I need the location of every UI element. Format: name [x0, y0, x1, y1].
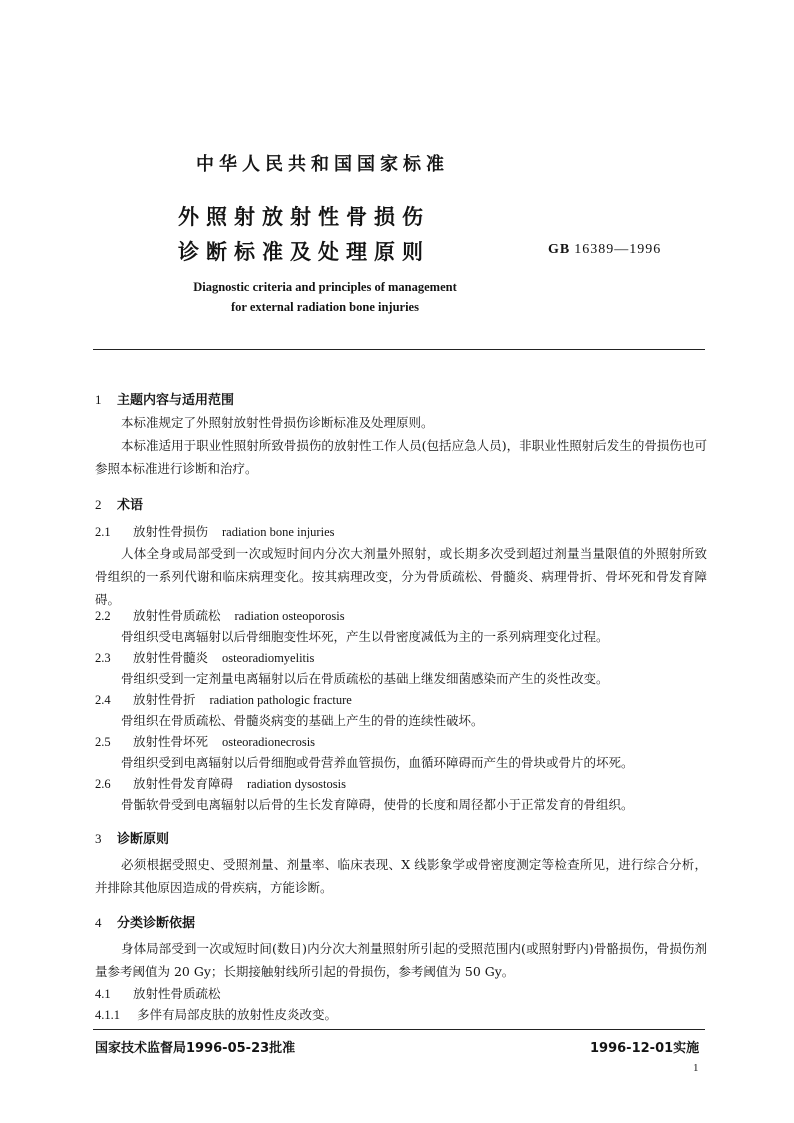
national-standard-heading: 中华人民共和国国家标准 — [196, 154, 449, 175]
section-3-heading: 3 诊断原则 — [95, 831, 170, 847]
term-2-4: 2.4 放射性骨折 radiation pathologic fracture — [95, 692, 352, 707]
term-2-1-definition: 人体全身或局部受到一次或短时间内分次大剂量外照射，或长期多次受到超过剂量当量限值的外照射所致骨组织的一系列代谢和临床病理变化。按其病理改变，分为骨质疏松、骨髓炎、病理骨折、骨坏死和骨发育障碍。 — [95, 546, 707, 607]
section-2-heading: 2 术语 — [95, 497, 144, 513]
term-2-1: 2.1 放射性骨损伤 radiation bone injuries — [95, 524, 335, 539]
standard-code — [548, 242, 661, 258]
section-1-paragraph-2: 本标准适用于职业性照射所致骨损伤的放射性工作人员(包括应急人员)，非职业性照射后发生的骨损伤也可参照本标准进行诊断和治疗。 — [95, 438, 707, 476]
term-2-5-definition: 骨组织受到电离辐射以后骨细胞或骨营养血管损伤，血循环障碍而产生的骨块或骨片的坏死。 — [121, 755, 634, 770]
term-2-4-definition: 骨组织在骨质疏松、骨髓炎病变的基础上产生的骨的连续性破坏。 — [121, 713, 484, 728]
footer-divider — [93, 1029, 705, 1030]
term-2-3-definition: 骨组织受到一定剂量电离辐射以后在骨质疏松的基础上继发细菌感染而产生的炎性改变。 — [121, 671, 609, 686]
document-title-line-2: 诊断标准及处理原则 — [178, 240, 430, 264]
english-title-line-2: for external radiation bone injuries — [231, 300, 419, 314]
standard-prefix: GB — [548, 242, 571, 257]
term-2-6-definition: 骨骺软骨受到电离辐射以后骨的生长发育障碍，使骨的长度和周径都小于正常发育的骨组织。 — [121, 797, 634, 812]
term-2-3: 2.3 放射性骨髓炎 osteoradiomyelitis — [95, 650, 315, 665]
section-1-heading: 1 主题内容与适用范围 — [95, 392, 235, 408]
english-title-line-1: Diagnostic criteria and principles of management — [193, 280, 457, 294]
header-divider — [93, 349, 705, 350]
section-4-heading: 4 分类诊断依据 — [95, 915, 196, 931]
term-2-2-definition: 骨组织受电离辐射以后骨细胞变性坏死，产生以骨密度减低为主的一系列病理变化过程。 — [121, 629, 609, 644]
subsection-4-1-1: 4.1.1 多伴有局部皮肤的放射性皮炎改变。 — [95, 1007, 338, 1022]
document-title-line-1: 外照射放射性骨损伤 — [178, 205, 430, 229]
section-4-paragraph-1: 身体局部受到一次或短时间(数日)内分次大剂量照射所引起的受照范围内(或照射野内)骨骼损伤，骨损伤剂量参考阈值为 20 Gy；长期接触射线所引起的骨损伤，参考阈值为 50 Gy。 — [95, 941, 707, 979]
standard-number: 16389—1996 — [574, 242, 662, 257]
term-2-2: 2.2 放射性骨质疏松 radiation osteoporosis — [95, 608, 345, 623]
page-number: 1 — [693, 1062, 699, 1074]
issue-date: 国家技术监督局1996-05-23批准 — [95, 1041, 296, 1056]
effective-date: 1996-12-01实施 — [590, 1041, 700, 1056]
term-2-6: 2.6 放射性骨发育障碍 radiation dysostosis — [95, 776, 346, 791]
term-2-5: 2.5 放射性骨坏死 osteoradionecrosis — [95, 734, 316, 749]
section-1-paragraph-1: 本标准规定了外照射放射性骨损伤诊断标准及处理原则。 — [121, 415, 434, 430]
section-3-paragraph-1: 必须根据受照史、受照剂量、剂量率、临床表现、X 线影象学或骨密度测定等检查所见，进行综合分析，并排除其他原因造成的骨疾病，方能诊断。 — [95, 857, 707, 895]
subsection-4-1: 4.1 放射性骨质疏松 — [95, 986, 221, 1001]
